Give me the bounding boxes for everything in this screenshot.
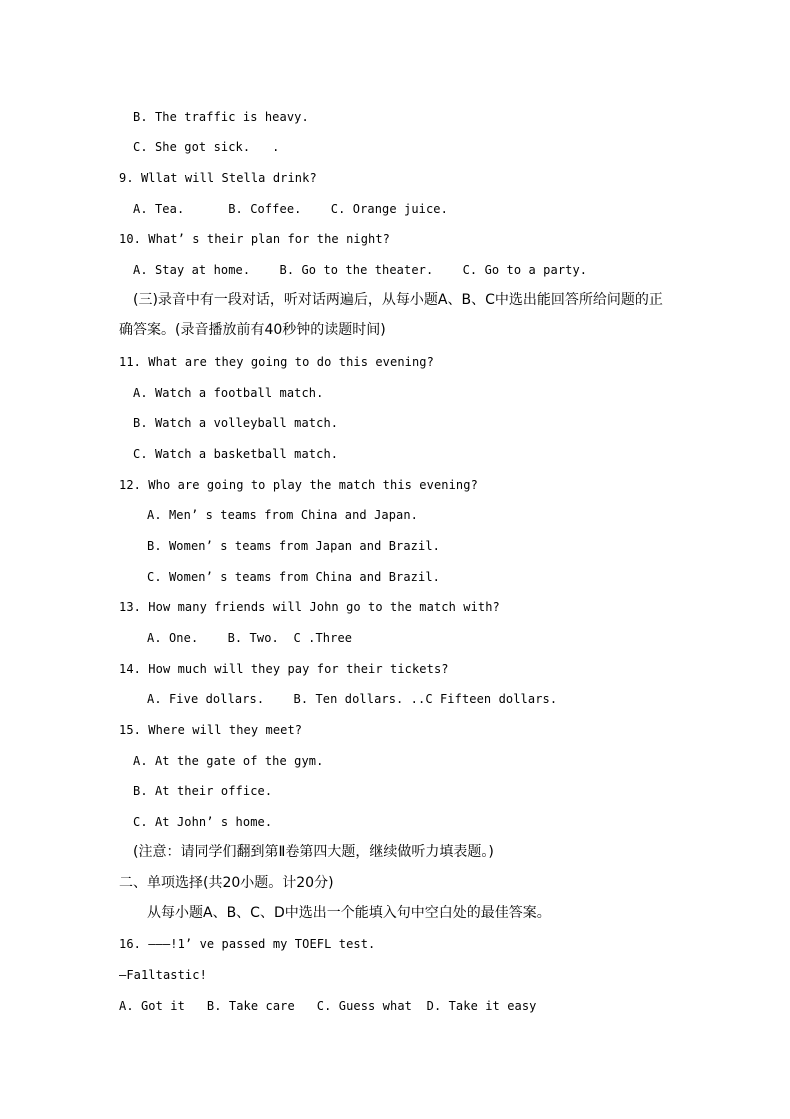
section3-instruction-line2: 确答案。(录音播放前有40秒钟的读题时间) <box>119 322 386 338</box>
q13-question: 13. How many friends will John go to the match with? <box>119 600 500 614</box>
section3-instruction-line1: (三)录音中有一段对话，听对话两遍后，从每小题A、B、C中选出能回答所给问题的正 <box>133 292 663 308</box>
q11-question: 11. What are they going to do this evening? <box>119 355 434 369</box>
q10-options: A. Stay at home. B. Go to the theater. C. Go to a party. <box>133 263 588 277</box>
q8-option-b: B. The traffic is heavy. <box>133 110 309 124</box>
q15-option-c: C. At John’ s home. <box>133 815 273 829</box>
q9-options: A. Tea. B. Coffee. C. Orange juice. <box>133 202 448 216</box>
q12-option-c: C. Women’ s teams from China and Brazil. <box>147 570 440 584</box>
q15-question: 15. Where will they meet? <box>119 723 303 737</box>
section-2-heading: 二、单项选择(共20小题。计20分) <box>119 875 334 891</box>
q12-option-b: B. Women’ s teams from Japan and Brazil. <box>147 539 440 553</box>
listening-note: (注意：请同学们翻到第Ⅱ卷第四大题，继续做听力填表题。) <box>133 844 494 860</box>
q16-response: —Fa1ltastic! <box>119 968 207 982</box>
q14-options: A. Five dollars. B. Ten dollars. ..C Fifteen dollars. <box>147 692 558 706</box>
q11-option-b: B. Watch a volleyball match. <box>133 416 339 430</box>
q12-option-a: A. Men’ s teams from China and Japan. <box>147 508 419 522</box>
q15-option-a: A. At the gate of the gym. <box>133 754 324 768</box>
q11-option-c: C. Watch a basketball match. <box>133 447 339 461</box>
q9-question: 9. Wllat will Stella drink? <box>119 171 317 185</box>
q16-question: 16. ———!1’ ve passed my TOEFL test. <box>119 937 376 951</box>
q14-question: 14. How much will they pay for their tickets? <box>119 662 449 676</box>
q12-question: 12. Who are going to play the match this evening? <box>119 478 478 492</box>
q13-options: A. One. B. Two. C .Three <box>147 631 353 645</box>
q15-option-b: B. At their office. <box>133 784 273 798</box>
q10-question: 10. What’ s their plan for the night? <box>119 232 391 246</box>
q16-options: A. Got it B. Take care C. Guess what D. Take it easy <box>119 999 537 1013</box>
section-2-instruction: 从每小题A、B、C、D中选出一个能填入句中空白处的最佳答案。 <box>147 905 551 921</box>
q8-option-c: C. She got sick. . <box>133 140 280 154</box>
q11-option-a: A. Watch a football match. <box>133 386 324 400</box>
